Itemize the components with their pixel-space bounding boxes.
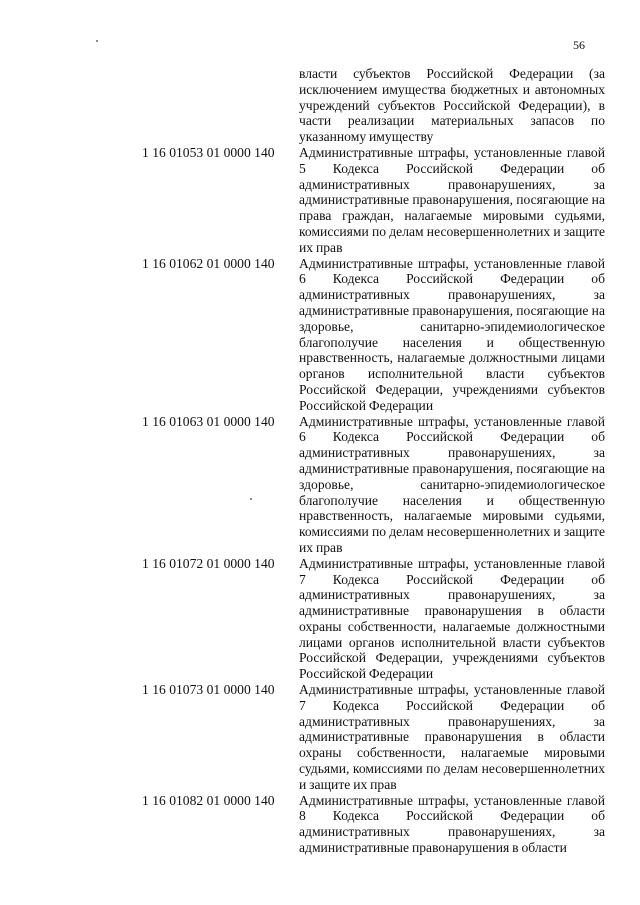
revenue-description: Административные штрафы, установленные главой 8 Кодекса Российской Федерации об административных правонарушениях, за административные правонарушения в области <box>299 792 605 856</box>
revenue-code-table <box>0 66 640 856</box>
revenue-code: 1 16 01063 01 0000 140 <box>142 413 275 429</box>
revenue-description: Административные штрафы, установленные главой 6 Кодекса Российской Федерации об административных правонарушениях, за административные правонарушения, посягающие на здоровье, санитарно-эпидемиологическое благополучие населения и общественную нравственность, налагаемые должностными лицами органов исполнительной власти субъектов Российской Федерации, учреждениями субъектов Российской Федерации <box>299 255 605 413</box>
revenue-description: Административные штрафы, установленные главой 6 Кодекса Российской Федерации об административных правонарушениях, за административные правонарушения, посягающие на здоровье, санитарно-эпидемиологическое благополучие населения и общественную нравственность, налагаемые мировыми судьями, комиссиями по делам несовершеннолетних и защите их прав <box>299 413 605 555</box>
table-row <box>0 145 640 256</box>
table-row <box>0 682 640 793</box>
table-row <box>0 256 640 414</box>
revenue-code: 1 16 01053 01 0000 140 <box>142 144 275 160</box>
table-row <box>0 556 640 682</box>
revenue-code: 1 16 01072 01 0000 140 <box>142 555 275 571</box>
scan-speck <box>96 40 98 42</box>
revenue-code: 1 16 01082 01 0000 140 <box>142 792 275 808</box>
revenue-description: Административные штрафы, установленные главой 7 Кодекса Российской Федерации об административных правонарушениях, за административные правонарушения в области охраны собственности, налагаемые мировыми судьями, комиссиями по делам несовершеннолетних и защите их прав <box>299 682 605 792</box>
table-row <box>0 414 640 556</box>
revenue-description: Административные штрафы, установленные главой 5 Кодекса Российской Федерации об административных правонарушениях, за административные правонарушения, посягающие на права граждан, налагаемые мировыми судьями, комиссиями по делам несовершеннолетних и защите их прав <box>299 144 605 255</box>
revenue-code: 1 16 01062 01 0000 140 <box>142 255 275 271</box>
table-row <box>0 66 640 145</box>
table-row <box>0 793 640 856</box>
page-number: 56 <box>573 38 585 52</box>
revenue-description: Административные штрафы, установленные главой 7 Кодекса Российской Федерации об административных правонарушениях, за административные правонарушения в области охраны собственности, налагаемые должностными лицами органов исполнительной власти субъектов Российской Федерации, учреждениями субъектов Российской Федерации <box>299 555 605 682</box>
revenue-description: власти субъектов Российской Федерации (за исключением имущества бюджетных и автономных учреждений субъектов Российской Федерации), в части реализации материальных запасов по указанному имуществу <box>299 66 605 145</box>
revenue-code: 1 16 01073 01 0000 140 <box>142 682 275 698</box>
